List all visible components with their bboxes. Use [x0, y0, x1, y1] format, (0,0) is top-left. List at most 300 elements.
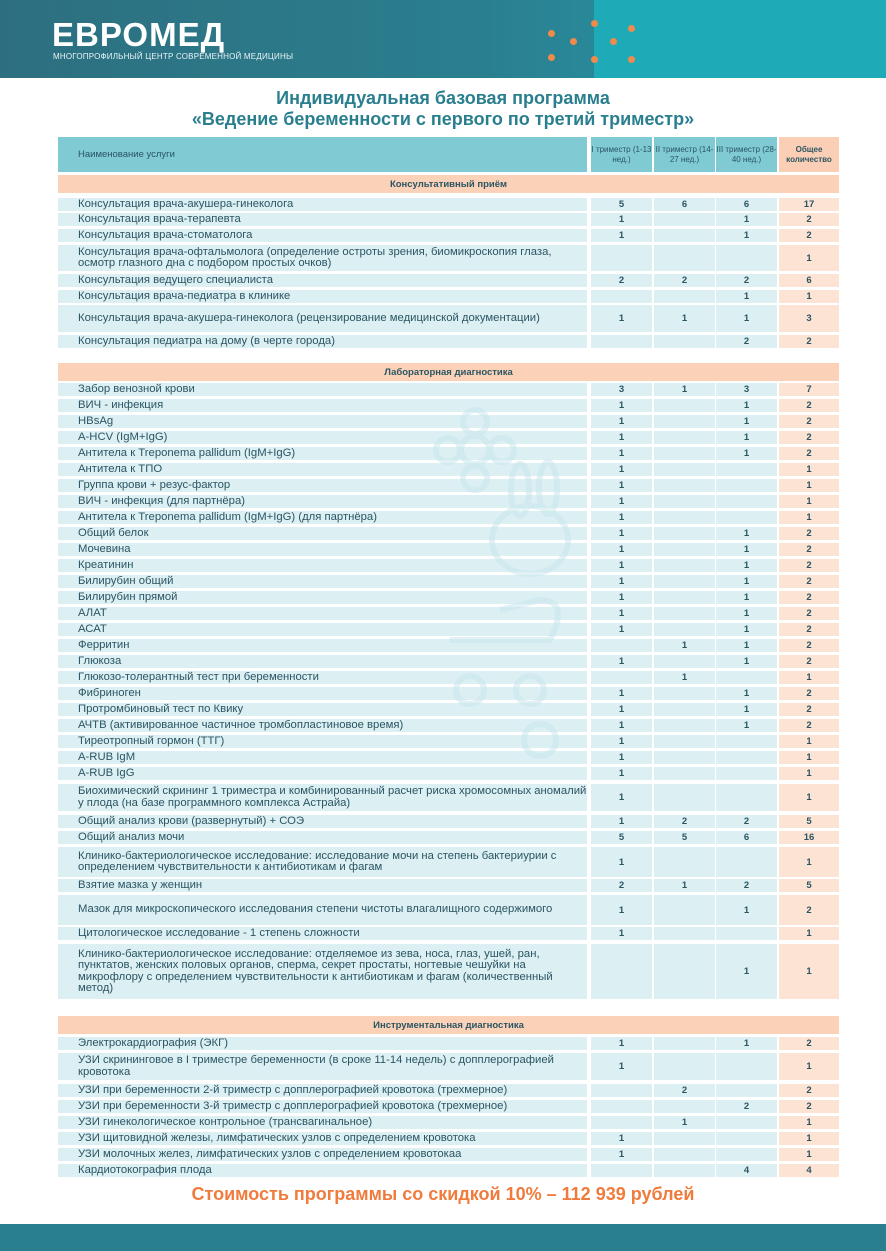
- total-count: 1: [779, 751, 839, 764]
- table-row: [58, 245, 839, 271]
- service-name: Глюкоза: [58, 655, 587, 668]
- trimester-3-count: 1: [716, 447, 777, 460]
- trimester-3-count: [716, 1116, 777, 1129]
- total-count: 1: [779, 927, 839, 940]
- service-name: Креатинин: [58, 559, 587, 572]
- table-row: [58, 305, 839, 332]
- table-row: [58, 527, 839, 540]
- trimester-1-count: 1: [591, 511, 652, 524]
- table-row: [58, 719, 839, 732]
- table-row: [58, 1037, 839, 1050]
- service-name: Консультация врача-акушера-гинеколога (рецензирование медицинской документации): [58, 305, 587, 332]
- total-count: 2: [779, 527, 839, 540]
- trimester-2-count: 2: [654, 815, 715, 828]
- trimester-3-count: 1: [716, 655, 777, 668]
- trimester-1-count: 1: [591, 1037, 652, 1050]
- trimester-3-count: 1: [716, 213, 777, 226]
- total-count: 6: [779, 274, 839, 287]
- trimester-1-count: 1: [591, 213, 652, 226]
- trimester-1-count: 1: [591, 399, 652, 412]
- trimester-3-count: 6: [716, 198, 777, 211]
- table-row: [58, 815, 839, 828]
- trimester-1-count: 1: [591, 543, 652, 556]
- trimester-2-count: [654, 1037, 715, 1050]
- trimester-2-count: [654, 703, 715, 716]
- service-name: Консультация врача-офтальмолога (определение остроты зрения, биомикроскопия глаза, осмотр глазного дна с подбором простых очков): [58, 245, 587, 271]
- service-name: Консультация педиатра на дому (в черте города): [58, 335, 587, 348]
- service-name: Мочевина: [58, 543, 587, 556]
- trimester-3-count: 1: [716, 607, 777, 620]
- total-count: 1: [779, 767, 839, 780]
- trimester-2-count: [654, 1148, 715, 1161]
- total-count: 1: [779, 245, 839, 271]
- trimester-1-count: 3: [591, 383, 652, 396]
- trimester-2-count: [654, 543, 715, 556]
- trimester-3-count: [716, 495, 777, 508]
- header-trimester-3: III триместр (28-40 нед.): [716, 137, 777, 172]
- total-count: 1: [779, 479, 839, 492]
- trimester-2-count: [654, 767, 715, 780]
- table-row: [58, 655, 839, 668]
- trimester-2-count: [654, 245, 715, 271]
- trimester-1-count: 1: [591, 591, 652, 604]
- total-count: 1: [779, 1132, 839, 1145]
- trimester-1-count: 1: [591, 784, 652, 811]
- service-name: УЗИ молочных желез, лимфатических узлов с определением кровотокаа: [58, 1148, 587, 1161]
- table-row: [58, 479, 839, 492]
- service-name: Антитела к Treponema pallidum (IgM+IgG) (для партнёра): [58, 511, 587, 524]
- table-row: [58, 879, 839, 892]
- trimester-3-count: 1: [716, 290, 777, 303]
- table-row: [58, 639, 839, 652]
- trimester-1-count: 2: [591, 879, 652, 892]
- trimester-2-count: [654, 527, 715, 540]
- header-service-name: Наименование услуги: [58, 137, 587, 172]
- trimester-1-count: [591, 944, 652, 999]
- total-count: 2: [779, 1037, 839, 1050]
- trimester-2-count: [654, 784, 715, 811]
- trimester-2-count: [654, 431, 715, 444]
- trimester-3-count: [716, 671, 777, 684]
- table-row: [58, 335, 839, 348]
- table-row: [58, 944, 839, 999]
- service-name: Клинико-бактериологическое исследование: отделяемое из зева, носа, глаз, ушей, ран, пунктатов, женских половых органов, сперма, секрет простаты, ногтевые чешуйки на микрофлору с определением чувствительности к антибиотикам и фагам (количественный метод): [58, 944, 587, 999]
- trimester-3-count: 6: [716, 831, 777, 844]
- trimester-3-count: [716, 511, 777, 524]
- trimester-1-count: 1: [591, 1148, 652, 1161]
- service-name: Фибриноген: [58, 687, 587, 700]
- trimester-2-count: [654, 1132, 715, 1145]
- total-count: 7: [779, 383, 839, 396]
- table-row: [58, 415, 839, 428]
- total-count: 1: [779, 463, 839, 476]
- trimester-1-count: 1: [591, 607, 652, 620]
- trimester-2-count: [654, 1164, 715, 1177]
- trimester-1-count: [591, 1116, 652, 1129]
- trimester-1-count: 1: [591, 463, 652, 476]
- total-count: 5: [779, 879, 839, 892]
- trimester-1-count: [591, 1084, 652, 1097]
- service-name: УЗИ щитовидной железы, лимфатических узлов с определением кровотока: [58, 1132, 587, 1145]
- table-row: [58, 511, 839, 524]
- total-count: 4: [779, 1164, 839, 1177]
- trimester-3-count: [716, 463, 777, 476]
- trimester-3-count: 1: [716, 305, 777, 332]
- total-count: 2: [779, 559, 839, 572]
- total-count: 1: [779, 944, 839, 999]
- trimester-2-count: [654, 1053, 715, 1080]
- table-row: [58, 831, 839, 844]
- trimester-1-count: 5: [591, 198, 652, 211]
- trimester-2-count: [654, 463, 715, 476]
- service-name: Кардиотокография плода: [58, 1164, 587, 1177]
- table-row: [58, 703, 839, 716]
- decorative-dots-icon: [548, 20, 638, 66]
- table-row: [58, 895, 839, 925]
- table-row: [58, 784, 839, 811]
- section-header: Лабораторная диагностика: [58, 363, 839, 381]
- table-row: [58, 1148, 839, 1161]
- table-row: [58, 543, 839, 556]
- trimester-2-count: [654, 335, 715, 348]
- trimester-3-count: 1: [716, 559, 777, 572]
- trimester-3-count: 2: [716, 1100, 777, 1113]
- table-row: [58, 495, 839, 508]
- service-name: A-HCV (IgM+IgG): [58, 431, 587, 444]
- trimester-2-count: [654, 1100, 715, 1113]
- total-count: 2: [779, 655, 839, 668]
- trimester-3-count: 1: [716, 687, 777, 700]
- table-row: [58, 671, 839, 684]
- trimester-1-count: 1: [591, 767, 652, 780]
- trimester-1-count: 1: [591, 447, 652, 460]
- trimester-1-count: [591, 1100, 652, 1113]
- trimester-3-count: [716, 767, 777, 780]
- trimester-2-count: [654, 607, 715, 620]
- total-count: 2: [779, 703, 839, 716]
- table-row: [58, 767, 839, 780]
- table-row: [58, 399, 839, 412]
- trimester-2-count: [654, 229, 715, 242]
- trimester-3-count: [716, 927, 777, 940]
- total-count: 1: [779, 784, 839, 811]
- table-row: [58, 274, 839, 287]
- service-name: Консультация ведущего специалиста: [58, 274, 587, 287]
- trimester-3-count: 2: [716, 879, 777, 892]
- trimester-2-count: 5: [654, 831, 715, 844]
- section-header: Инструментальная диагностика: [58, 1016, 839, 1034]
- total-count: 2: [779, 575, 839, 588]
- table-row: [58, 213, 839, 226]
- table-row: [58, 198, 839, 211]
- total-count: 1: [779, 1116, 839, 1129]
- page-title: Индивидуальная базовая программа: [276, 88, 610, 108]
- trimester-2-count: 1: [654, 305, 715, 332]
- table-row: [58, 847, 839, 877]
- service-name: A-RUB IgM: [58, 751, 587, 764]
- trimester-3-count: [716, 245, 777, 271]
- trimester-2-count: [654, 559, 715, 572]
- trimester-2-count: [654, 751, 715, 764]
- table-row: [58, 575, 839, 588]
- trimester-1-count: [591, 671, 652, 684]
- service-name: Цитологическое исследование - 1 степень сложности: [58, 927, 587, 940]
- trimester-3-count: 1: [716, 591, 777, 604]
- table-row: [58, 1116, 839, 1129]
- trimester-2-count: [654, 847, 715, 877]
- total-count: 1: [779, 1053, 839, 1080]
- trimester-1-count: [591, 335, 652, 348]
- total-count: 2: [779, 1084, 839, 1097]
- brand-tagline: МНОГОПРОФИЛЬНЫЙ ЦЕНТР СОВРЕМЕННОЙ МЕДИЦИНЫ: [53, 52, 294, 61]
- trimester-2-count: 1: [654, 1116, 715, 1129]
- trimester-3-count: 1: [716, 431, 777, 444]
- service-name: Ферритин: [58, 639, 587, 652]
- trimester-3-count: [716, 847, 777, 877]
- trimester-3-count: [716, 1053, 777, 1080]
- total-count: 3: [779, 305, 839, 332]
- table-row: [58, 687, 839, 700]
- table-row: [58, 927, 839, 940]
- trimester-2-count: 1: [654, 671, 715, 684]
- trimester-3-count: 1: [716, 639, 777, 652]
- table-row: [58, 383, 839, 396]
- service-name: Консультация врача-стоматолога: [58, 229, 587, 242]
- header-total: Общее количество: [779, 137, 839, 172]
- service-name: Общий белок: [58, 527, 587, 540]
- trimester-1-count: 1: [591, 895, 652, 925]
- footer-bar: [0, 1224, 886, 1251]
- total-count: 2: [779, 229, 839, 242]
- trimester-2-count: [654, 290, 715, 303]
- trimester-3-count: 1: [716, 623, 777, 636]
- trimester-2-count: [654, 415, 715, 428]
- page-subtitle: «Ведение беременности с первого по третий триместр»: [191, 109, 695, 129]
- trimester-3-count: 4: [716, 1164, 777, 1177]
- table-row: [58, 1053, 839, 1080]
- table-row: [58, 735, 839, 748]
- service-name: Мазок для микроскопического исследования степени чистоты влагалищного содержимого: [58, 895, 587, 925]
- table-header-row: [58, 137, 839, 172]
- trimester-1-count: [591, 639, 652, 652]
- service-name: Консультация врача-терапевта: [58, 213, 587, 226]
- service-name: Антитела к ТПО: [58, 463, 587, 476]
- total-count: 17: [779, 198, 839, 211]
- trimester-1-count: 1: [591, 415, 652, 428]
- table-row: [58, 559, 839, 572]
- trimester-2-count: [654, 495, 715, 508]
- trimester-3-count: 1: [716, 895, 777, 925]
- total-count: 1: [779, 671, 839, 684]
- service-name: УЗИ при беременности 3-й триместр с допплерографией кровотока (трехмерное): [58, 1100, 587, 1113]
- service-name: HBsAg: [58, 415, 587, 428]
- trimester-1-count: 1: [591, 559, 652, 572]
- total-count: 2: [779, 447, 839, 460]
- table-row: [58, 463, 839, 476]
- trimester-1-count: 1: [591, 735, 652, 748]
- trimester-2-count: [654, 655, 715, 668]
- trimester-2-count: [654, 719, 715, 732]
- trimester-1-count: 1: [591, 815, 652, 828]
- page-header: [0, 0, 886, 78]
- total-count: 2: [779, 607, 839, 620]
- trimester-3-count: 1: [716, 229, 777, 242]
- trimester-1-count: 1: [591, 1132, 652, 1145]
- trimester-2-count: [654, 591, 715, 604]
- service-name: Клинико-бактериологическое исследование: исследование мочи на степень бактериурии с определением чувствительности к антибиотикам и фагам: [58, 847, 587, 877]
- trimester-1-count: 1: [591, 229, 652, 242]
- trimester-2-count: [654, 447, 715, 460]
- table-row: [58, 1084, 839, 1097]
- trimester-3-count: 1: [716, 719, 777, 732]
- trimester-2-count: 1: [654, 879, 715, 892]
- total-count: 2: [779, 213, 839, 226]
- service-name: Глюкозо-толерантный тест при беременности: [58, 671, 587, 684]
- total-count: 1: [779, 511, 839, 524]
- trimester-1-count: 1: [591, 495, 652, 508]
- trimester-3-count: 2: [716, 815, 777, 828]
- total-count: 2: [779, 687, 839, 700]
- service-name: ВИЧ - инфекция (для партнёра): [58, 495, 587, 508]
- trimester-2-count: 1: [654, 639, 715, 652]
- trimester-2-count: 6: [654, 198, 715, 211]
- total-count: 1: [779, 290, 839, 303]
- service-name: Забор венозной крови: [58, 383, 587, 396]
- trimester-1-count: 1: [591, 479, 652, 492]
- total-count: 1: [779, 1148, 839, 1161]
- trimester-1-count: 1: [591, 655, 652, 668]
- total-count: 1: [779, 847, 839, 877]
- total-count: 16: [779, 831, 839, 844]
- trimester-1-count: 1: [591, 527, 652, 540]
- trimester-3-count: [716, 479, 777, 492]
- service-name: Биохимический скрининг 1 триместра и комбинированный расчет риска хромосомных аномалий у плода (на базе программного комплекса Астрайа): [58, 784, 587, 811]
- table-row: [58, 623, 839, 636]
- total-count: 2: [779, 335, 839, 348]
- trimester-2-count: [654, 213, 715, 226]
- trimester-1-count: [591, 245, 652, 271]
- trimester-3-count: [716, 784, 777, 811]
- trimester-1-count: 1: [591, 687, 652, 700]
- trimester-3-count: 1: [716, 527, 777, 540]
- table-row: [58, 431, 839, 444]
- trimester-1-count: 1: [591, 1053, 652, 1080]
- trimester-2-count: [654, 399, 715, 412]
- trimester-3-count: [716, 1132, 777, 1145]
- total-count: 2: [779, 639, 839, 652]
- trimester-1-count: 1: [591, 719, 652, 732]
- trimester-1-count: 1: [591, 431, 652, 444]
- trimester-2-count: 1: [654, 383, 715, 396]
- service-name: УЗИ гинекологическое контрольное (трансвагинальное): [58, 1116, 587, 1129]
- trimester-3-count: [716, 735, 777, 748]
- trimester-2-count: [654, 895, 715, 925]
- total-count: 2: [779, 895, 839, 925]
- brand-logo: ЕВРОМЕД: [52, 16, 226, 53]
- section-header: Консультативный приём: [58, 175, 839, 193]
- header-trimester-1: I триместр (1-13 нед.): [591, 137, 652, 172]
- total-count: 1: [779, 495, 839, 508]
- total-count: 2: [779, 399, 839, 412]
- service-name: ВИЧ - инфекция: [58, 399, 587, 412]
- table-row: [58, 229, 839, 242]
- trimester-1-count: 1: [591, 751, 652, 764]
- trimester-3-count: 1: [716, 575, 777, 588]
- trimester-3-count: 2: [716, 335, 777, 348]
- trimester-1-count: 1: [591, 927, 652, 940]
- service-name: Консультация врача-акушера-гинеколога: [58, 198, 587, 211]
- trimester-2-count: [654, 687, 715, 700]
- table-row: [58, 751, 839, 764]
- service-name: УЗИ скрининговое в I триместре беременности (в сроке 11-14 недель) с допплерографией кровотока: [58, 1053, 587, 1080]
- service-name: Протромбиновый тест по Квику: [58, 703, 587, 716]
- service-name: АЧТВ (активированное частичное тромбопластиновое время): [58, 719, 587, 732]
- table-row: [58, 591, 839, 604]
- trimester-1-count: 1: [591, 305, 652, 332]
- trimester-1-count: 1: [591, 623, 652, 636]
- table-row: [58, 290, 839, 303]
- trimester-3-count: [716, 1148, 777, 1161]
- trimester-1-count: 1: [591, 847, 652, 877]
- service-name: Общий анализ мочи: [58, 831, 587, 844]
- service-name: Общий анализ крови (развернутый) + СОЭ: [58, 815, 587, 828]
- total-count: 2: [779, 623, 839, 636]
- trimester-3-count: 1: [716, 543, 777, 556]
- service-name: Билирубин общий: [58, 575, 587, 588]
- total-count: 2: [779, 591, 839, 604]
- service-name: A-RUB IgG: [58, 767, 587, 780]
- trimester-3-count: 2: [716, 274, 777, 287]
- program-price: Стоимость программы со скидкой 10% – 112 939 рублей: [191, 1184, 695, 1204]
- service-name: Взятие мазка у женщин: [58, 879, 587, 892]
- header-trimester-2: II триместр (14-27 нед.): [654, 137, 715, 172]
- total-count: 2: [779, 719, 839, 732]
- trimester-2-count: 2: [654, 1084, 715, 1097]
- trimester-2-count: [654, 927, 715, 940]
- trimester-3-count: 1: [716, 399, 777, 412]
- trimester-3-count: [716, 1084, 777, 1097]
- trimester-3-count: 1: [716, 415, 777, 428]
- trimester-1-count: 1: [591, 575, 652, 588]
- total-count: 1: [779, 735, 839, 748]
- trimester-2-count: 2: [654, 274, 715, 287]
- trimester-1-count: 5: [591, 831, 652, 844]
- service-name: Группа крови + резус-фактор: [58, 479, 587, 492]
- total-count: 5: [779, 815, 839, 828]
- service-name: УЗИ при беременности 2-й триместр с допплерографией кровотока (трехмерное): [58, 1084, 587, 1097]
- total-count: 2: [779, 1100, 839, 1113]
- trimester-3-count: 3: [716, 383, 777, 396]
- service-name: АЛАТ: [58, 607, 587, 620]
- table-row: [58, 1100, 839, 1113]
- total-count: 2: [779, 431, 839, 444]
- trimester-1-count: [591, 1164, 652, 1177]
- service-name: АСАТ: [58, 623, 587, 636]
- table-row: [58, 447, 839, 460]
- table-row: [58, 607, 839, 620]
- trimester-1-count: [591, 290, 652, 303]
- trimester-1-count: 2: [591, 274, 652, 287]
- service-name: Консультация врача-педиатра в клинике: [58, 290, 587, 303]
- trimester-3-count: 1: [716, 1037, 777, 1050]
- table-row: [58, 1132, 839, 1145]
- service-name: Электрокардиография (ЭКГ): [58, 1037, 587, 1050]
- trimester-3-count: 1: [716, 703, 777, 716]
- trimester-3-count: [716, 751, 777, 764]
- service-name: Билирубин прямой: [58, 591, 587, 604]
- trimester-2-count: [654, 944, 715, 999]
- trimester-2-count: [654, 575, 715, 588]
